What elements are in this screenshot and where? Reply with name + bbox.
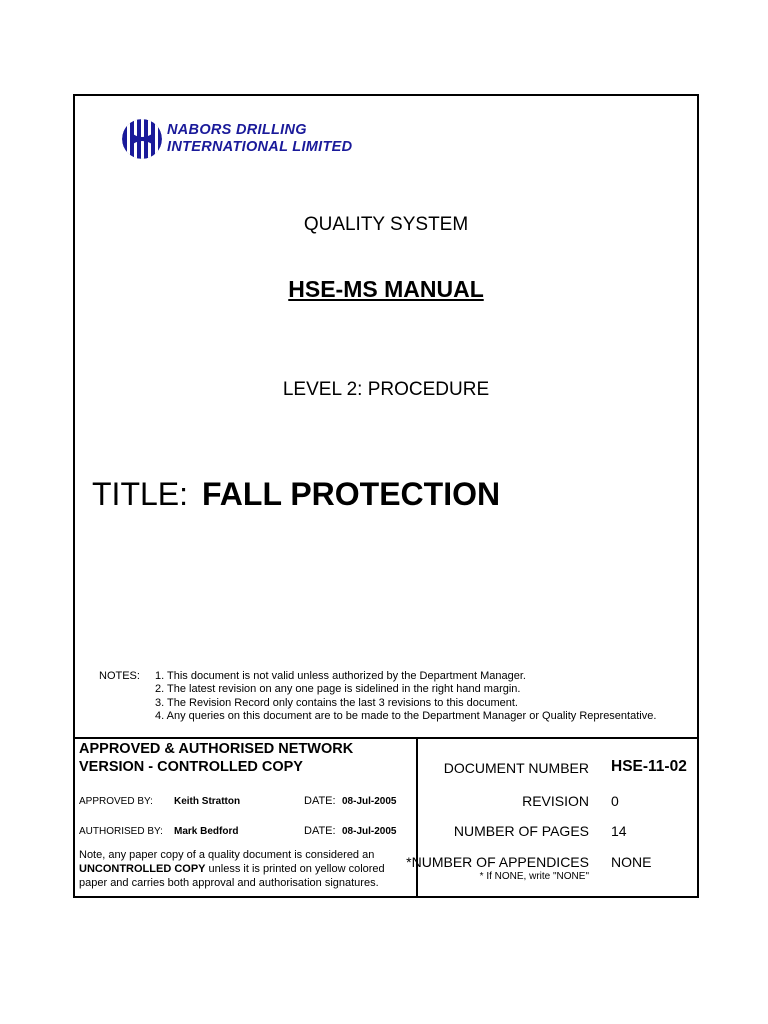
authorised-by-label: AUTHORISED BY:: [79, 826, 163, 837]
uncontrolled-copy-note: [79, 848, 413, 890]
quality-system-heading: QUALITY SYSTEM: [303, 214, 469, 235]
doc-number-label: DOCUMENT NUMBER: [443, 760, 589, 776]
note-text-bold: UNCONTROLLED COPY: [79, 863, 206, 875]
title-label: TITLE:: [92, 476, 189, 512]
authorised-date: 08-Jul-2005: [342, 826, 397, 837]
company-logo: [121, 118, 352, 160]
level-heading: LEVEL 2: PROCEDURE: [282, 379, 490, 400]
authorised-by-name: Mark Bedford: [174, 826, 239, 837]
notes-label: NOTES:: [99, 670, 140, 682]
revision-value: 0: [611, 793, 619, 809]
document-frame: [73, 94, 699, 898]
approval-heading-line2: VERSION - CONTROLLED COPY: [79, 759, 303, 775]
appendices-value: NONE: [611, 854, 652, 870]
if-none-note: * If NONE, write "NONE": [479, 871, 589, 882]
title-value: FALL PROTECTION: [202, 476, 501, 512]
approval-heading: [79, 740, 413, 776]
note-item: 2. The latest revision on any one page is sidelined in the right hand margin.: [155, 683, 521, 696]
approval-box: [79, 740, 413, 889]
revision-label: REVISION: [522, 793, 589, 809]
note-item: 4. Any queries on this document are to be made to the Department Manager or Quality Representative.: [155, 709, 657, 722]
note-text-part3: paper and carries both approval and authorisation signatures.: [79, 877, 379, 889]
doc-number-value: HSE-11-02: [611, 758, 687, 775]
approval-heading-line1: APPROVED & AUTHORISED NETWORK: [79, 741, 354, 757]
footer-column-divider: [416, 737, 418, 898]
note-item: 3. The Revision Record only contains the last 3 revisions to this document.: [155, 696, 518, 709]
manual-title: HSE-MS MANUAL: [288, 276, 484, 302]
notes-list: [155, 670, 656, 723]
footer-divider: [75, 737, 697, 739]
approved-by-label: APPROVED BY:: [79, 796, 153, 807]
note-item: 1. This document is not valid unless authorized by the Department Manager.: [155, 670, 526, 682]
note-text-part1: Note, any paper copy of a quality document is considered an: [79, 849, 375, 861]
pages-value: 14: [611, 823, 627, 839]
approved-date-label: DATE:: [304, 795, 336, 807]
company-name: [167, 122, 352, 156]
company-name-line1: NABORS DRILLING: [167, 122, 307, 138]
approved-by-name: Keith Stratton: [174, 796, 241, 807]
nabors-logo-icon: [121, 118, 163, 160]
document-title: [92, 476, 500, 513]
appendices-label: *NUMBER OF APPENDICES: [406, 854, 589, 870]
note-text-part2: unless it is printed on yellow colored: [205, 863, 385, 875]
pages-label: NUMBER OF PAGES: [453, 823, 589, 839]
company-name-line2: INTERNATIONAL LIMITED: [167, 139, 353, 155]
approved-date: 08-Jul-2005: [342, 796, 397, 807]
authorised-date-label: DATE:: [304, 825, 336, 837]
